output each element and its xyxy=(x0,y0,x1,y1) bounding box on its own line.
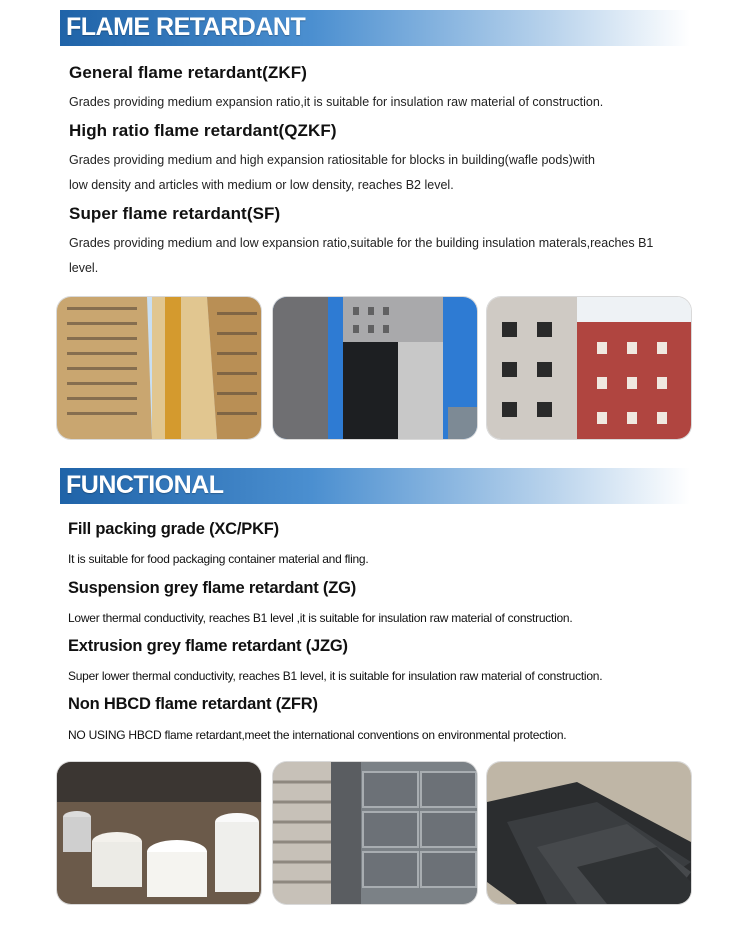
item-text-sf: Grades providing medium and low expansion ratio,suitable for the building insulation materals,reaches B1 level. xyxy=(69,236,654,275)
item-title-qzkf: High ratio flame retardant(QZKF) xyxy=(69,121,337,140)
item-text-jzg: Super lower thermal conductivity, reaches B1 level, it is suitable for insulation raw material of construction. xyxy=(68,669,603,683)
item-text-zg: Lower thermal conductivity, reaches B1 level ,it is suitable for insulation raw material of construction. xyxy=(68,611,573,625)
photo-apartment-tower xyxy=(57,297,261,439)
functional-banner xyxy=(60,468,690,504)
flame-retardant-banner xyxy=(60,10,690,46)
photo-brick-buildings xyxy=(487,297,691,439)
item-title-zfr: Non HBCD flame retardant (ZFR) xyxy=(68,695,318,713)
banner-title: FLAME RETARDANT xyxy=(66,13,306,41)
photo-dark-tower xyxy=(273,297,477,439)
item-title-zg: Suspension grey flame retardant (ZG) xyxy=(68,579,357,597)
item-title-sf: Super flame retardant(SF) xyxy=(69,204,281,223)
photo-food-containers xyxy=(57,762,261,904)
item-title-zkf: General flame retardant(ZKF) xyxy=(69,63,308,82)
photo-black-foam-boards xyxy=(487,762,691,904)
item-title-jzg: Extrusion grey flame retardant (JZG) xyxy=(68,637,348,655)
item-text-zfr: NO USING HBCD flame retardant,meet the international conventions on environmental protection. xyxy=(68,728,567,742)
photo-grey-wall-panels xyxy=(273,762,477,904)
item-text-xc-pkf: It is suitable for food packaging container material and fling. xyxy=(68,552,369,566)
item-text-zkf: Grades providing medium expansion ratio,it is suitable for insulation raw material of construction. xyxy=(69,95,604,109)
item-title-xc-pkf: Fill packing grade (XC/PKF) xyxy=(68,520,279,538)
banner-title: FUNCTIONAL xyxy=(66,471,224,499)
item-text-qzkf: Grades providing medium and high expansion ratiositable for blocks in building(wafle pods)with low density and articles with medium or low density, reaches B2 level. xyxy=(69,153,595,192)
